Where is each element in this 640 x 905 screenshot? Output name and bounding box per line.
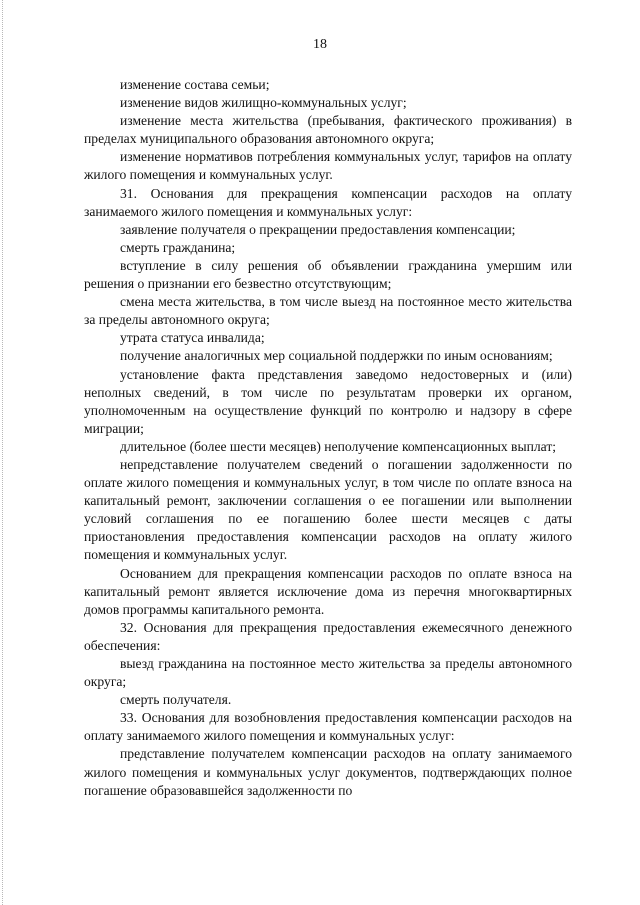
paragraph: установление факта представления заведомо недостоверных и (или) неполных сведений, в том числе по результатам проверки их органом, уполномоченным на осуществление функций по контролю и надзору в сфере миграции;: [84, 366, 572, 436]
clause-33: 33. Основания для возобновления предоставления компенсации расходов на оплату занимаемого жилого помещения и коммунальных услуг:: [84, 710, 572, 744]
paragraph: изменение состава семьи;: [120, 77, 270, 92]
page-number: 18: [313, 37, 327, 52]
clause-31: 31. Основания для прекращения компенсации расходов на оплату занимаемого жилого помещения и коммунальных услуг:: [84, 185, 572, 219]
paragraph: смерть гражданина;: [120, 239, 236, 255]
paragraph: Основанием для прекращения компенсации расходов по оплате взноса на капитальный ремонт является исключение дома из перечня многоквартирных домов программы капитального ремонта.: [84, 565, 572, 617]
paragraph: длительное (более шести месяцев) неполучение компенсационных выплат;: [120, 438, 557, 454]
clause-32: 32. Основания для прекращения предоставления ежемесячного денежного обеспечения:: [84, 619, 572, 653]
paragraph: изменение места жительства (пребывания, фактического проживания) в пределах муниципального образования автономного округа;: [84, 113, 572, 147]
paragraph: непредставление получателем сведений о погашении задолженности по оплате жилого помещения и коммунальных услуг, в том числе по оплате взноса на капитальный ремонт, заключении соглашения о ее погашении или выполнении условий соглашения по ее погашению более шести месяцев с даты приостановления предоставления компенсации расходов на оплату жилого помещения и коммунальных услуг.: [84, 456, 572, 563]
paragraph: представление получателем компенсации расходов на оплату занимаемого жилого помещения и коммунальных услуг документов, подтверждающих полное погашение образовавшейся задолженности по: [84, 746, 572, 798]
paragraph: выезд гражданина на постоянное место жительства за пределы автономного округа;: [84, 656, 572, 690]
document-body: [84, 76, 572, 800]
scan-edge-line: [2, 0, 4, 905]
paragraph: заявление получателя о прекращении предоставления компенсации;: [120, 221, 516, 237]
paragraph: изменение видов жилищно-коммунальных услуг;: [120, 95, 407, 111]
paragraph: смена места жительства, в том числе выезд на постоянное место жительства за пределы автономного округа;: [84, 294, 572, 328]
paragraph: получение аналогичных мер социальной поддержки по иным основаниям;: [120, 348, 553, 364]
paragraph: смерть получателя.: [120, 692, 232, 708]
paragraph: изменение нормативов потребления коммунальных услуг, тарифов на оплату жилого помещения и коммунальных услуг.: [84, 149, 572, 183]
paragraph: утрата статуса инвалида;: [120, 330, 265, 346]
paragraph: вступление в силу решения об объявлении гражданина умершим или решения о признании его безвестно отсутствующим;: [84, 257, 572, 292]
